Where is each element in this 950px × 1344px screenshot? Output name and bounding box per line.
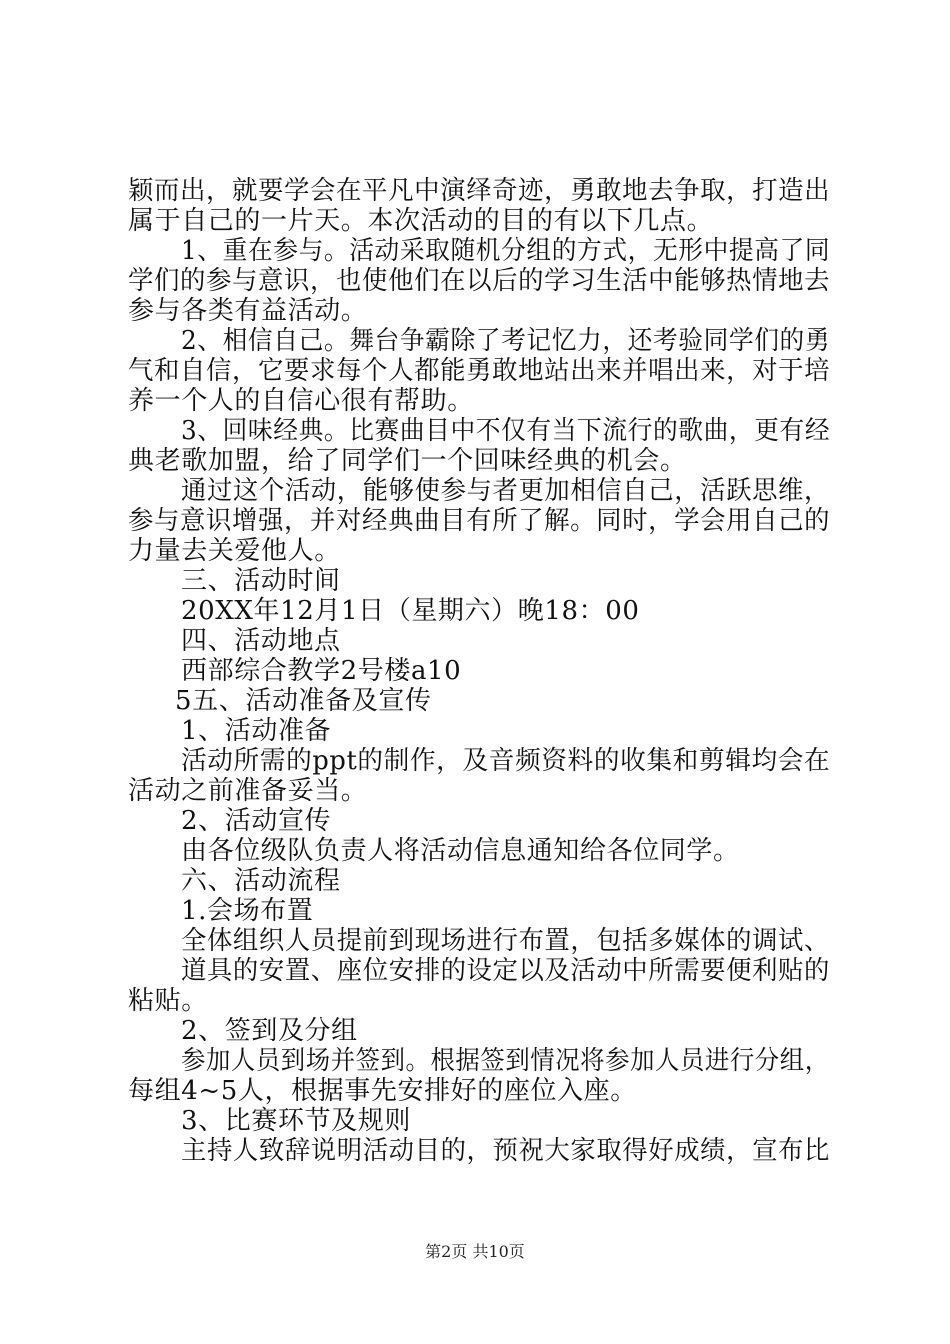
text-line: 通过这个活动，能够使参与者更加相信自己，活跃思维， bbox=[181, 476, 830, 506]
subsection-heading: 2、签到及分组 bbox=[181, 1016, 358, 1046]
text-line: 活动之前准备妥当。 bbox=[128, 776, 368, 806]
text-line: 由各位级队负责人将活动信息通知给各位同学。 bbox=[181, 836, 740, 866]
text-line: 2、相信自己。舞台争霸除了考记忆力，还考验同学们的勇 bbox=[181, 326, 831, 356]
text-line: 全体组织人员提前到现场进行布置，包括多媒体的调试、 bbox=[181, 926, 830, 956]
section-heading: 5五、活动准备及宣传 bbox=[175, 686, 432, 716]
subsection-heading: 2、活动宣传 bbox=[181, 806, 332, 836]
text-line: 西部综合教学2号楼a10 bbox=[181, 656, 462, 686]
text-line: 属于自己的一片天。本次活动的目的有以下几点。 bbox=[128, 206, 714, 236]
text-line: 主持人致辞说明活动目的，预祝大家取得好成绩，宣布比 bbox=[181, 1136, 830, 1166]
text-line: 粘贴。 bbox=[128, 986, 208, 1016]
text-line: 参与意识增强，并对经典曲目有所了解。同时，学会用自己的 bbox=[128, 506, 831, 536]
text-line: 典老歌加盟，给了同学们一个回味经典的机会。 bbox=[128, 446, 687, 476]
text-line: 1、重在参与。活动采取随机分组的方式，无形中提高了同 bbox=[181, 236, 831, 266]
text-line: 学们的参与意识，也使他们在以后的学习生活中能够热情地去 bbox=[128, 266, 831, 296]
text-line: 气和自信，它要求每个人都能勇敢地站出来并唱出来，对于培 bbox=[128, 356, 831, 386]
text-line: 活动所需的ppt的制作，及音频资料的收集和剪辑均会在 bbox=[181, 746, 831, 776]
text-line: 道具的安置、座位安排的设定以及活动中所需要便利贴的 bbox=[181, 956, 830, 986]
text-line: 力量去关爱他人。 bbox=[128, 536, 341, 566]
text-line: 养一个人的自信心很有帮助。 bbox=[128, 386, 474, 416]
section-heading: 六、活动流程 bbox=[181, 866, 341, 896]
section-heading: 三、活动时间 bbox=[181, 566, 341, 596]
subsection-heading: 3、比赛环节及规则 bbox=[181, 1106, 411, 1136]
text-line: 3、回味经典。比赛曲目中不仅有当下流行的歌曲，更有经 bbox=[181, 416, 831, 446]
text-line: 参加人员到场并签到。根据签到情况将参加人员进行分组， bbox=[181, 1046, 830, 1076]
text-line: 每组4~5人，根据事先安排好的座位入座。 bbox=[128, 1076, 637, 1106]
text-line: 参与各类有益活动。 bbox=[128, 296, 368, 326]
subsection-heading: 1、活动准备 bbox=[181, 716, 332, 746]
section-heading: 四、活动地点 bbox=[181, 626, 341, 656]
subsection-heading: 1.会场布置 bbox=[181, 896, 314, 926]
text-line: 颖而出，就要学会在平凡中演绎奇迹，勇敢地去争取，打造出 bbox=[128, 176, 831, 206]
page-footer: 第2页 共10页 bbox=[425, 1242, 525, 1261]
text-line: 20XX年12月1日（星期六）晚18：00 bbox=[181, 596, 640, 626]
